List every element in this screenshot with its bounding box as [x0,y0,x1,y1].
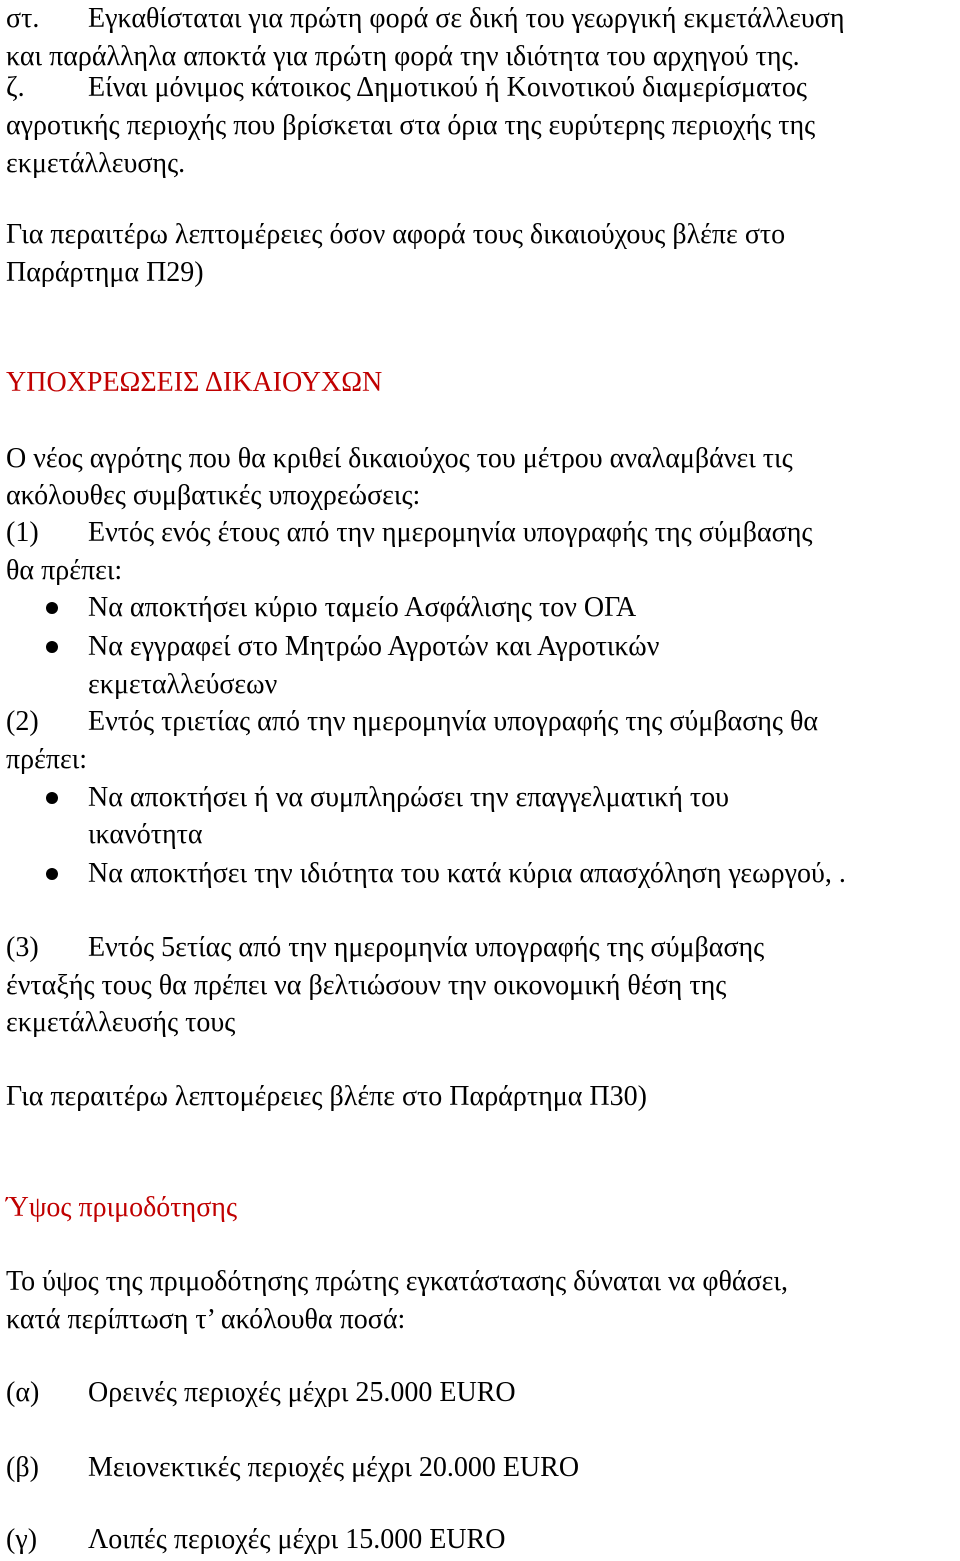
premium-item-b-marker: (β) [6,1452,39,1483]
bullet-icon [46,792,58,804]
premium-item-c [6,1521,505,1559]
obligation-2-line1 [6,703,818,741]
obligation-3-marker: (3) [6,932,39,963]
obligation-3-line3: εκμετάλλευσής τους [6,1007,236,1038]
obligation-2-bullet1-line2: ικανότητα [88,819,203,850]
obligations-intro-line1: Ο νέος αγρότης που θα κριθεί δικαιούχος του μέτρου αναλαμβάνει τις [6,443,793,474]
obligation-2-bullet2: Να αποκτήσει την ιδιότητα του κατά κύρια απασχόληση γεωργού, . [88,858,846,889]
premium-intro-line1: Το ύψος της πριμοδότησης πρώτης εγκατάστασης δύναται να φθάσει, [6,1266,788,1297]
premium-heading: Ύψος πριμοδότησης [6,1192,238,1223]
note1-line1: Για περαιτέρω λεπτομέρειες όσον αφορά τους δικαιούχους βλέπε στο [6,219,786,250]
obligation-3-line1 [6,929,764,967]
obligation-1-text1: Εντός ενός έτους από την ημερομηνία υπογραφής της σύμβασης [88,517,813,548]
obligation-2-bullet1-line1: Να αποκτήσει ή να συμπληρώσει την επαγγελματική του [88,782,729,813]
item-st-text1: Εγκαθίσταται για πρώτη φορά σε δική του γεωργική εκμετάλλευση [88,3,845,34]
item-st-line1 [6,0,844,38]
premium-item-a-marker: (α) [6,1377,40,1408]
bullet-icon [46,641,58,653]
obligation-1-bullet2-line2: εκμεταλλεύσεων [88,669,278,700]
item-z-line2: αγροτικής περιοχής που βρίσκεται στα όρια της ευρύτερης περιοχής της [6,110,816,141]
item-z-line3: εκμετάλλευσης. [6,148,186,179]
obligation-1-line2: θα πρέπει: [6,555,123,586]
note1-line2: Παράρτημα Π29) [6,257,204,288]
obligations-intro-line2: ακόλουθες συμβατικές υποχρεώσεις: [6,480,421,511]
obligation-1-bullet2-line1: Να εγγραφεί στο Μητρώο Αγροτών και Αγροτικών [88,631,660,662]
obligations-heading: ΥΠΟΧΡΕΩΣΕΙΣ ΔΙΚΑΙΟΥΧΩΝ [6,367,383,398]
obligation-1-marker: (1) [6,517,39,548]
item-st-marker: στ. [6,3,40,34]
bullet-icon [46,868,58,880]
item-z-marker: ζ. [6,72,25,103]
premium-item-b-text: Μειονεκτικές περιοχές μέχρι 20.000 EURO [88,1452,580,1483]
obligation-2-marker: (2) [6,706,39,737]
premium-item-a-text: Ορεινές περιοχές μέχρι 25.000 EURO [88,1377,516,1408]
premium-item-c-marker: (γ) [6,1524,38,1555]
obligation-2-text1: Εντός τριετίας από την ημερομηνία υπογραφής της σύμβασης θα [88,706,819,737]
premium-item-b [6,1449,579,1487]
obligation-2-line2: πρέπει: [6,744,88,775]
obligation-1-line1 [6,514,812,552]
item-z-text1: Είναι μόνιμος κάτοικος Δημοτικού ή Κοινοτικού διαμερίσματος [88,72,807,103]
item-z-line1 [6,69,807,107]
obligation-1-bullet1: Να αποκτήσει κύριο ταμείο Ασφάλισης τον ΟΓΑ [88,592,637,623]
note2: Για περαιτέρω λεπτομέρειες βλέπε στο Παράρτημα Π30) [6,1081,647,1112]
item-st-line2: και παράλληλα αποκτά για πρώτη φορά την ιδιότητα του αρχηγού της. [6,41,800,72]
obligation-3-text1: Εντός 5ετίας από την ημερομηνία υπογραφής της σύμβασης [88,932,765,963]
premium-item-a [6,1374,516,1412]
bullet-icon [46,602,58,614]
premium-intro-line2: κατά περίπτωση τ’ ακόλουθα ποσά: [6,1304,406,1335]
obligation-3-line2: ένταξής τους θα πρέπει να βελτιώσουν την οικονομική θέση της [6,970,727,1001]
premium-item-c-text: Λοιπές περιοχές μέχρι 15.000 EURO [88,1524,506,1555]
